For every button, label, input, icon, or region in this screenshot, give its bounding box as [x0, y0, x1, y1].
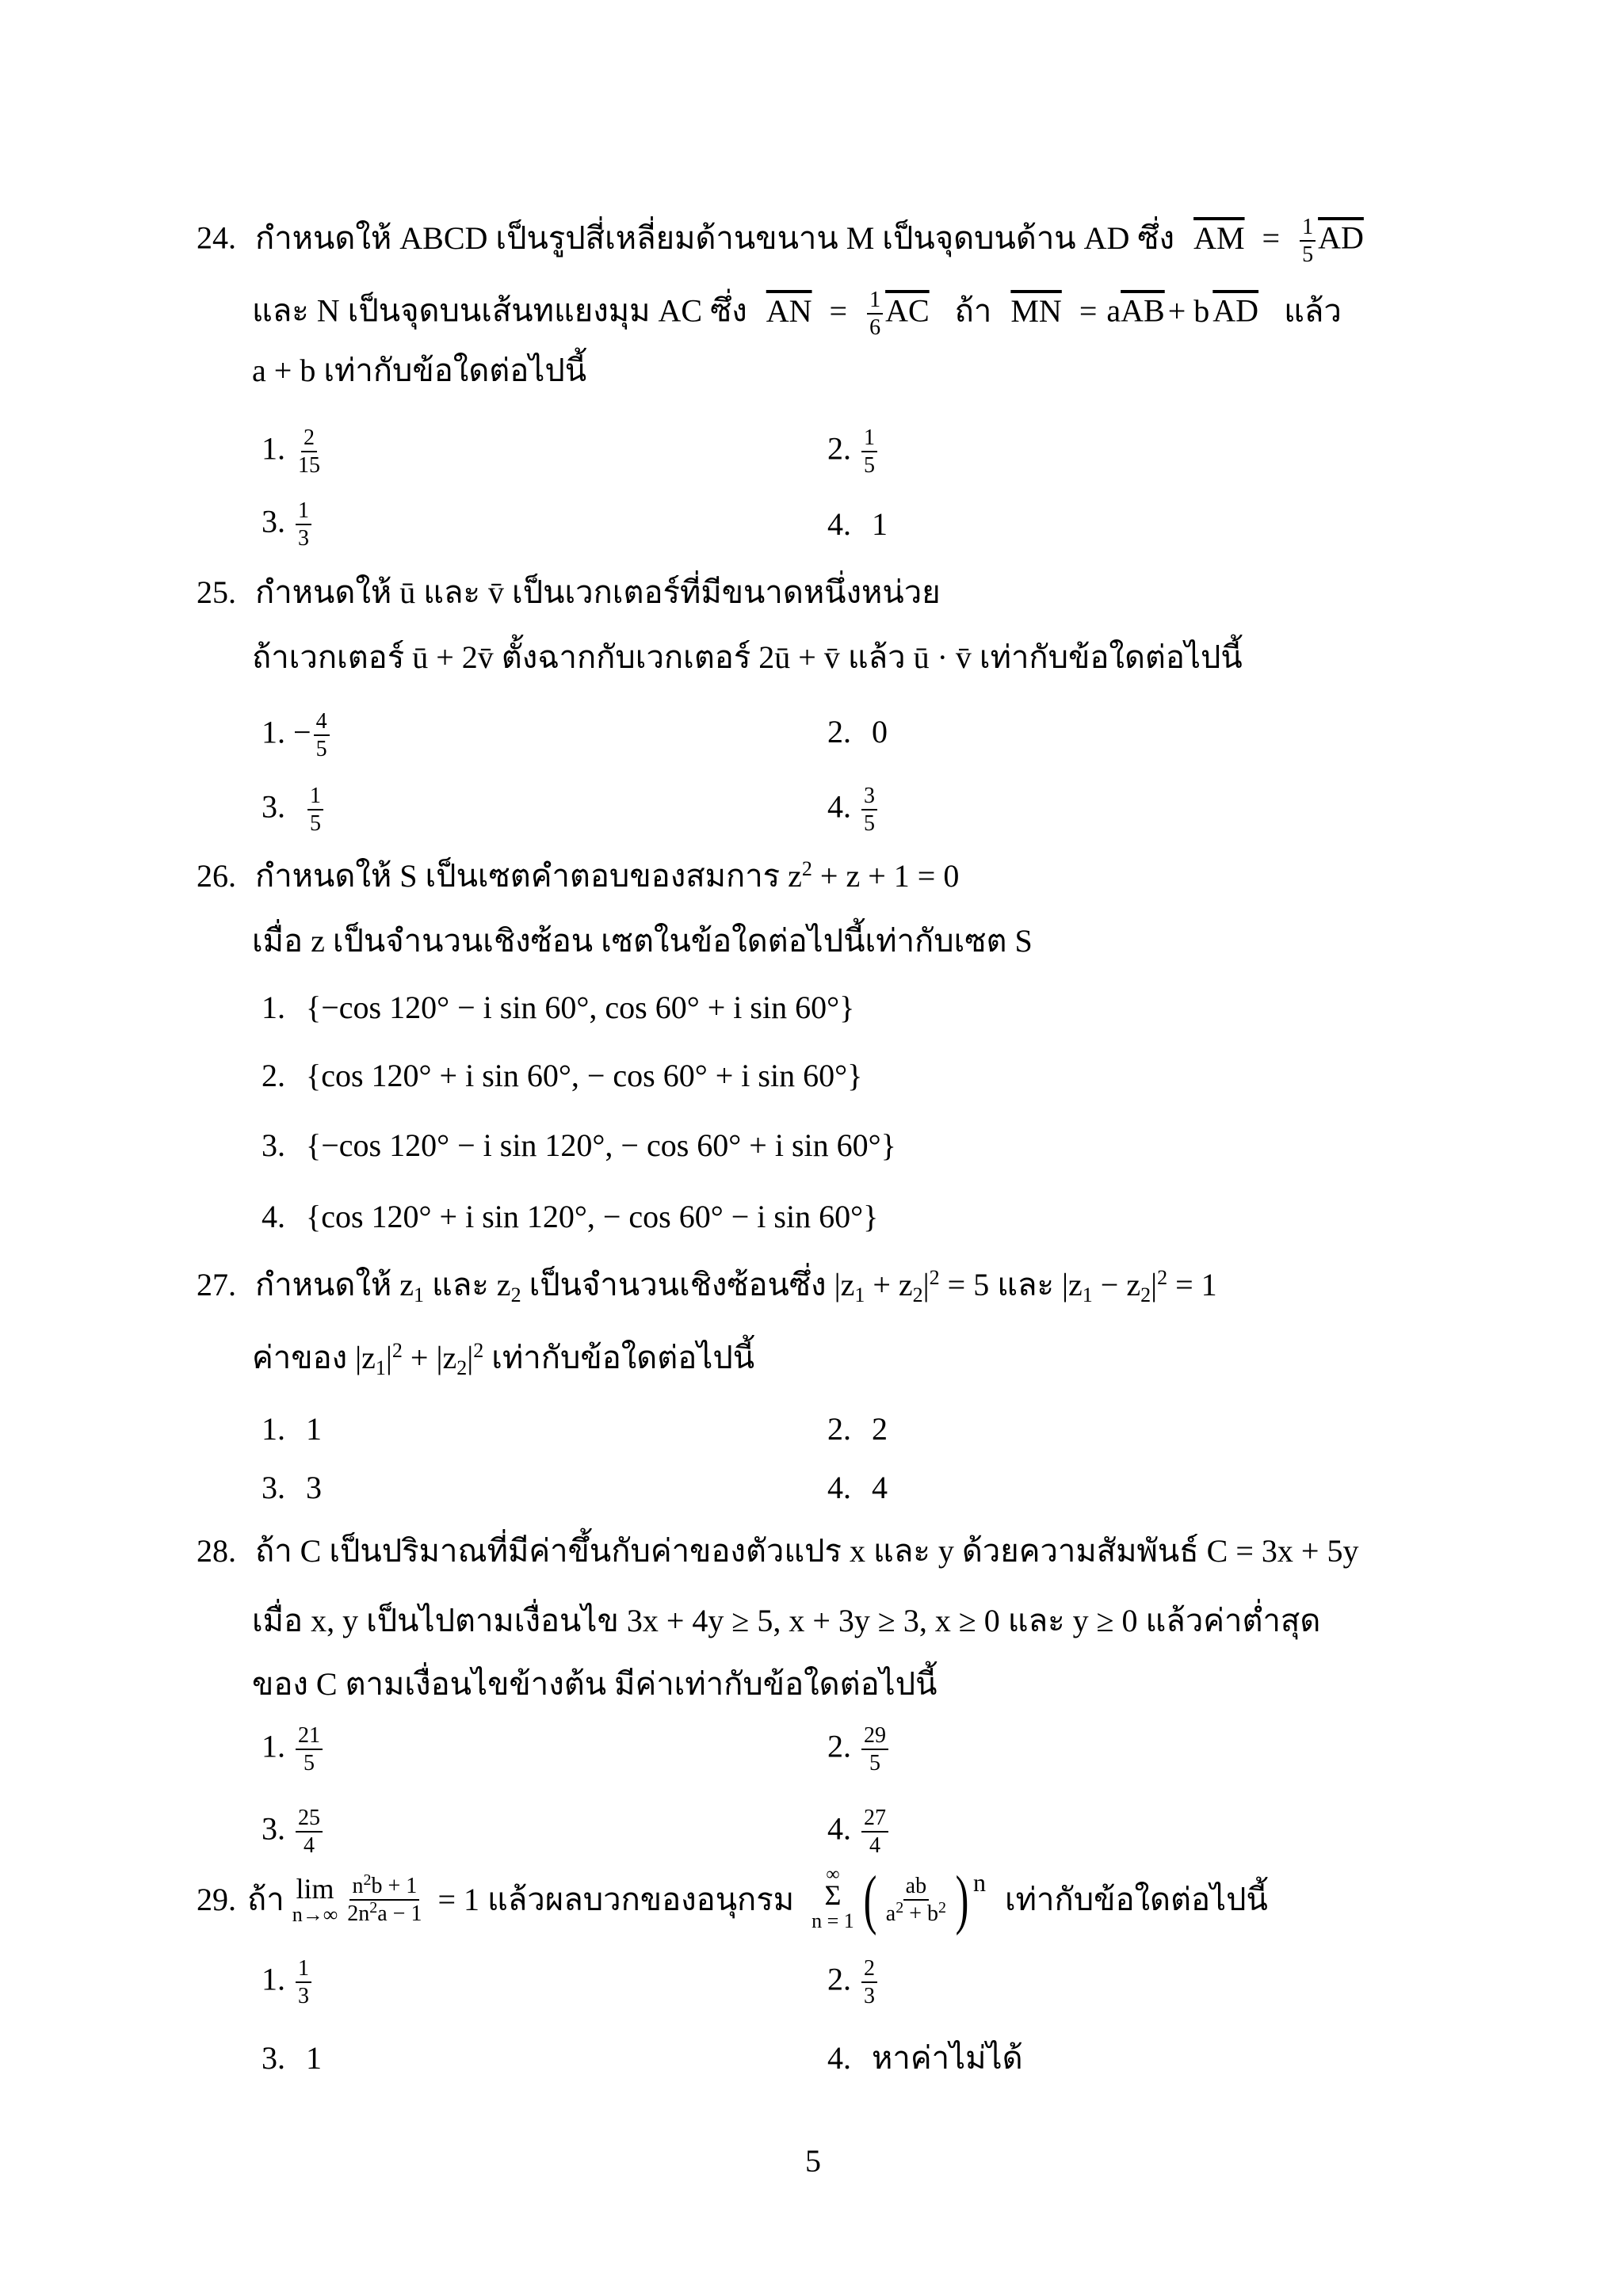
q27-number: 27.: [197, 1267, 236, 1302]
q25-line2: ถ้าเวกเตอร์ ū + 2v̄ ตั้งฉากกับเวกเตอร์ 2ū + v̄ แล้ว ū · v̄ เท่ากับข้อใดต่อไปนี้: [252, 639, 1243, 675]
q28-choice-2: 2. $\frac{29}{5}$: [827, 1724, 891, 1775]
q24-line2: และ N เป็นจุดบนเส้นทแยงมุม AC ซึ่ง $\overline{AN}$ = $\frac{1}{6}$ $\overline{AC}$ ถ้า $\overline{MN} = a\overline{AB} + b$ $\overline{AD}$ แล้ว: [252, 288, 1342, 341]
q25-choice-4: 4. $\frac{3}{5}$: [827, 784, 880, 836]
q24-text: กำหนดให้ ABCD เป็นรูปสี่เหลี่ยมด้านขนาน M เป็นจุดบนด้าน AD ซึ่ง: [255, 219, 1175, 256]
q29-if: ถ้า: [247, 1882, 285, 1917]
q29-choice-1: 1. $\frac{1}{3}$: [262, 1957, 314, 2008]
q28-text: ถ้า C เป็นปริมาณที่มีค่าขึ้นกับค่าของตัวแปร x และ y ด้วยความสัมพันธ์ C = 3x + 5y: [255, 1533, 1359, 1569]
q29-choice-2: 2. $\frac{2}{3}$: [827, 1957, 880, 2008]
limit-expression: lim n→∞: [292, 1873, 338, 1926]
q25-number: 25.: [197, 574, 236, 610]
q24-if: ถ้า: [954, 292, 992, 329]
q24-line3: a + b เท่ากับข้อใดต่อไปนี้: [252, 353, 587, 388]
sigma-icon: ∞ Σ n = 1: [812, 1863, 854, 1933]
q25-choice-2: 2. 0: [827, 714, 888, 749]
series-term: ( $\frac{ab}{a^2 + b^2}$ ) n: [863, 1863, 986, 1936]
limit-fraction: $\frac{n^2b + 1}{2n^2a - 1}$: [347, 1871, 422, 1926]
q26-exp: 2: [801, 857, 812, 880]
q26-choice-3: 3. {−cos 120° − i sin 120°, − cos 60° + i sin 60°}: [262, 1127, 896, 1163]
q25-choice-1: 1. − $\frac{4}{5}$: [262, 710, 332, 761]
vec-ad: $\overline{AD}$: [1318, 219, 1364, 256]
vec-ab: $\overline{AB}$: [1121, 292, 1165, 329]
q24-choice-3: 3. $\frac{1}{3}$: [262, 499, 314, 551]
q24-then: แล้ว: [1284, 292, 1342, 329]
vec-mn: $\overline{MN}$: [1010, 292, 1062, 329]
q29-line1: [197, 1863, 1268, 1936]
q24-number: 24.: [197, 219, 236, 256]
power-n: n: [973, 1868, 986, 1897]
q26-choice-2: 2. {cos 120° + i sin 60°, − cos 60° + i sin 60°}: [262, 1058, 863, 1093]
q24-text2: และ N เป็นจุดบนเส้นทแยงมุม AC ซึ่ง: [252, 292, 747, 329]
q28-choice-3: 3. $\frac{25}{4}$: [262, 1806, 325, 1858]
q28-choice-4: 4. $\frac{27}{4}$: [827, 1806, 891, 1858]
q27-choice-2: 2. 2: [827, 1411, 888, 1447]
q24-line1: [197, 215, 1364, 267]
q28-choice-1: 1. $\frac{21}{5}$: [262, 1724, 325, 1775]
q27-line1: 27. กำหนดให้ $z_1$ และ $z_2$ เป็นจำนวนเชิงซ้อนซึ่ง $|z_1 + z_2|^2 = 5$ และ $|z_1 - z_2|^2 = 1$: [197, 1266, 1217, 1306]
q27-line2: ค่าของ $|z_1|^2 + |z_2|^2$ เท่ากับข้อใดต่อไปนี้: [252, 1339, 755, 1379]
q28-line3: ของ C ตามเงื่อนไขข้างต้น มีค่าเท่ากับข้อใดต่อไปนี้: [252, 1666, 938, 1702]
q27-choice-3: 3. 3: [262, 1470, 322, 1505]
q29-choice-4: 4. หาค่าไม่ได้: [827, 2040, 1023, 2076]
q27-choice-4: 4. 4: [827, 1470, 888, 1505]
q26-choice-4: 4. {cos 120° + i sin 120°, − cos 60° − i sin 60°}: [262, 1199, 879, 1234]
q24-choice-2: 2. $\frac{1}{5}$: [827, 426, 880, 478]
q26-line2: เมื่อ z เป็นจำนวนเชิงซ้อน เซตในข้อใดต่อไปนี้เท่ากับเซต S: [252, 923, 1033, 959]
q25-text: กำหนดให้ ū และ v̄ เป็นเวกเตอร์ที่มีขนาดหนึ่งหน่วย: [255, 574, 941, 610]
q24-choice-4: 4. 1: [827, 506, 888, 542]
q26-line1: [197, 857, 960, 894]
q26-text: กำหนดให้ S เป็นเซตคำตอบของสมการ z: [255, 858, 802, 894]
q27-choice-1: 1. 1: [262, 1411, 322, 1447]
q28-line1: [197, 1535, 1358, 1567]
coef-a: a: [1106, 292, 1121, 329]
q29-text: = 1 แล้วผลบวกของอนุกรม: [437, 1882, 795, 1917]
equals: =: [1262, 219, 1281, 256]
vec-an: $\overline{AN}$: [766, 292, 812, 329]
frac-1-5: $\frac{1}{5}$: [1300, 215, 1316, 267]
q29-choice-3: 3. 1: [262, 2040, 322, 2076]
q26-number: 26.: [197, 858, 236, 894]
q25-line1: [197, 574, 941, 610]
q24-choice-1: 1. $\frac{2}{15}$: [262, 425, 320, 479]
frac-1-6: $\frac{1}{6}$: [867, 288, 883, 340]
coef-b: + b: [1167, 292, 1210, 329]
q26-eq: + z + 1 = 0: [812, 858, 960, 894]
vec-ad-2: $\overline{AD}$: [1212, 292, 1259, 329]
q29-number: 29.: [197, 1882, 236, 1917]
vec-ac: $\overline{AC}$: [885, 292, 930, 329]
q26-choice-1: 1. {−cos 120° − i sin 60°, cos 60° + i sin 60°}: [262, 990, 855, 1025]
page-number: 5: [805, 2143, 821, 2179]
q25-choice-3: 3. $\frac{1}{5}$: [262, 784, 326, 836]
q29-tail: เท่ากับข้อใดต่อไปนี้: [1005, 1882, 1268, 1917]
q28-line2: เมื่อ x, y เป็นไปตามเงื่อนไข 3x + 4y ≥ 5, x + 3y ≥ 3, x ≥ 0 และ y ≥ 0 แล้วค่าต่ำสุด: [252, 1603, 1321, 1638]
vec-am: $\overline{AM}$: [1193, 219, 1245, 256]
q28-number: 28.: [197, 1533, 236, 1569]
